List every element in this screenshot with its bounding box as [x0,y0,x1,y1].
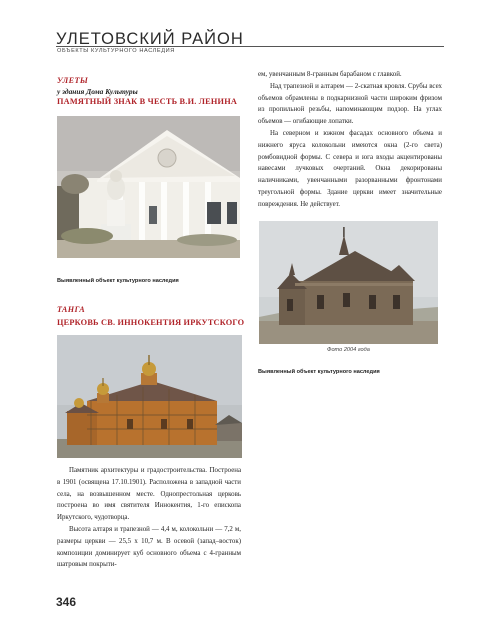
church-title: ЦЕРКОВЬ СВ. ИННОКЕНТИЯ ИРКУТСКОГО [57,318,245,327]
paragraph: Высота алтаря и трапезной — 4,4 м, колокольни — 7,2 м, размеры церкви — 25,5 х 10,7 м. В осевой (запад–восток) композиции доминирует куб основного объема с 4-гранным шатровым покрыти- [57,525,241,569]
region-subtitle: ОБЪЕКТЫ КУЛЬТУРНОГО НАСЛЕДИЯ [57,48,175,54]
church-description-right [258,69,442,211]
paragraph: На северном и южном фасадах основного объема и нижнего яруса колокольни имеются окна (2-го света) ромбовидной формы. С севера и юга входы акцентированы навесами лучковых очертаний. Окна декорированы наличниками, увенчанными разорванными фронтонами треугольной формы. Здание церкви имеет значительные повреждения. Не действует. [258,129,442,208]
region-title: УЛЕТОВСКИЙ РАЙОН [56,30,244,48]
church-restoration-photo [57,335,242,458]
location-note: у здания Дома Культуры [57,87,138,96]
paragraph: ем, увенчанным 8-гранным барабаном с главкой. [258,71,402,78]
photo-date-caption: Фото 2004 года [327,347,370,353]
header-rule [56,46,444,47]
place-tanga: ТАНГА [57,305,86,314]
church-2004-photo [259,221,438,344]
lenin-monument-title: ПАМЯТНЫЙ ЗНАК В ЧЕСТЬ В.И. ЛЕНИНА [57,97,238,106]
lenin-monument-photo [57,116,240,258]
paragraph: Над трапезной и алтарем — 2-скатная кровля. Срубы всех объемов обрамлены в подкарнизной части широким фризом из пропильной резьбы, напоминающим подзор. На углах объемов — огибающие лопатки. [258,82,442,126]
paragraph: Памятник архитектуры и градостроительства. Построена в 1901 (освящена 17.10.1901). Расположена в западной части села, на возвышенном месте. Однопрестольная церковь построена во имя святителя Иннокентия, 1-го епископа Иркутского, чудотворца. [57,467,241,522]
church-heritage-caption: Выявленный объект культурного наследия [258,369,380,375]
page-number: 346 [56,595,77,609]
church-description-left [57,465,241,571]
place-uletu: УЛЕТЫ [57,76,89,85]
lenin-heritage-caption: Выявленный объект культурного наследия [57,278,179,284]
